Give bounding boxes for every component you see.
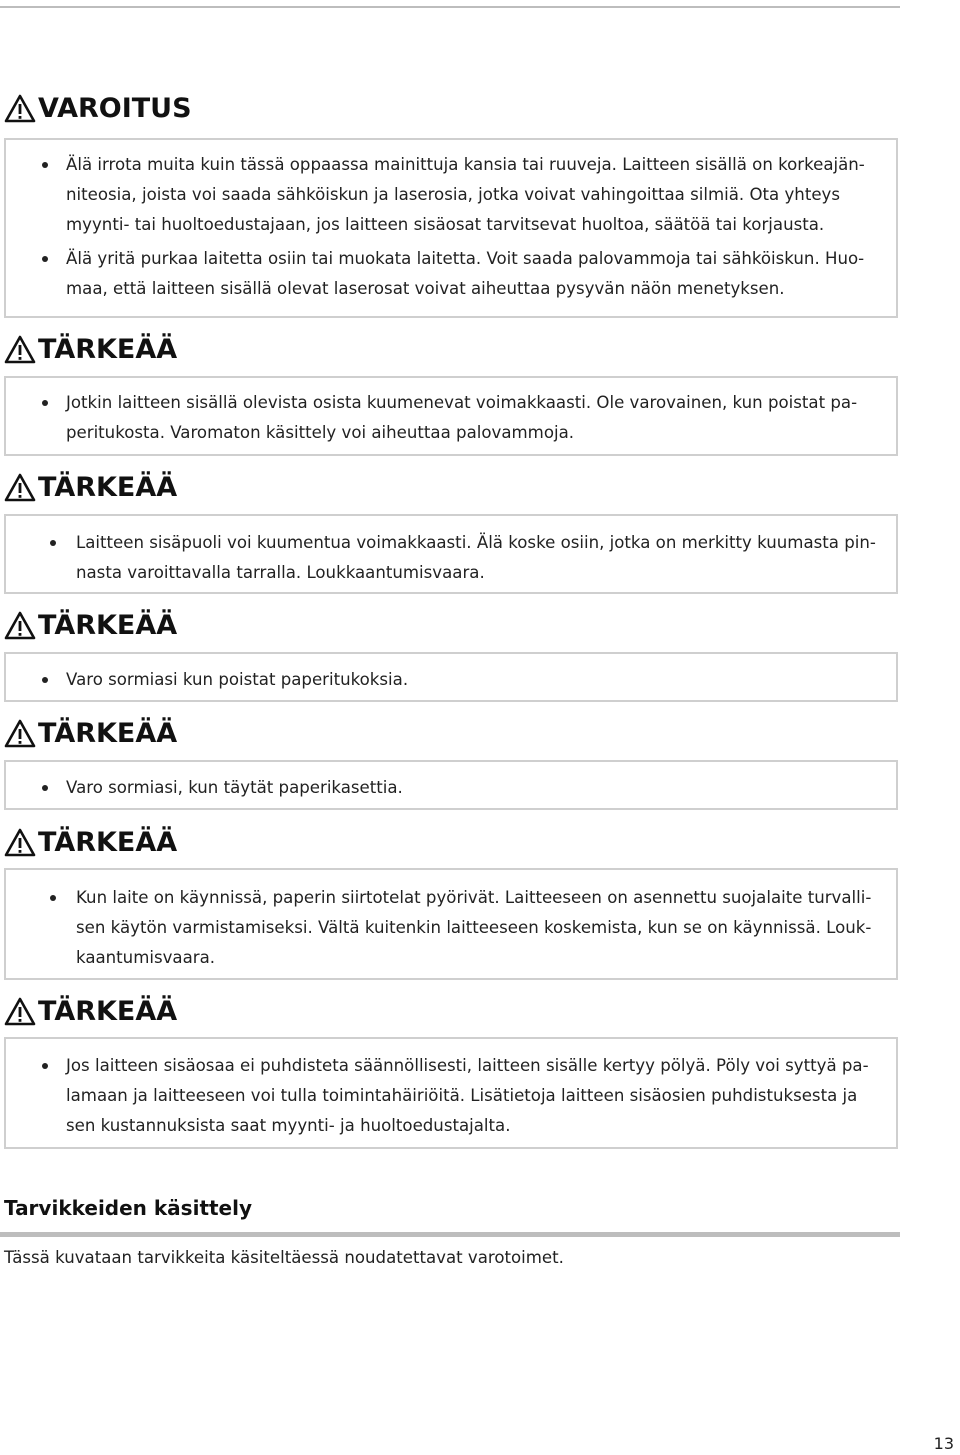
list-item: Älä irrota muita kuin tässä oppaassa mainittuja kansia tai ruuveja. Laitteen sisällä on korkeajänniteosia, joista voi saada sähköiskun ja laserosia, jotka voivat vahingoittaa silmiä. Ota yhteys myynti- tai huoltoedustajaan, jos laitteen sisäosat tarvitsevat huoltoa, säätöä tai korjausta. bbox=[6, 150, 876, 240]
warning-heading bbox=[4, 88, 192, 128]
list-item: Kun laite on käynnissä, paperin siirtotelat pyörivät. Laitteeseen on asennettu suojalaite turvallisen käytön varmistamiseksi. Vältä kuitenkin laitteeseen koskemista, kun se on käynnissä. Loukkaantumisvaara. bbox=[6, 883, 876, 973]
bullet bbox=[42, 677, 48, 683]
bullet bbox=[42, 162, 48, 168]
section-rule bbox=[0, 1232, 900, 1237]
list-item: Jotkin laitteen sisällä olevista osista kuumenevat voimakkaasti. Ole varovainen, kun poistat paperitukosta. Varomaton käsittely voi aiheuttaa palovammoja. bbox=[6, 388, 876, 448]
page-number: 13 bbox=[933, 1434, 954, 1453]
bullet bbox=[42, 400, 48, 406]
warning-triangle-icon bbox=[4, 719, 36, 748]
list-item: Varo sormiasi, kun täytät paperikasettia. bbox=[6, 773, 876, 803]
caution-heading bbox=[4, 822, 177, 862]
warning-triangle-icon bbox=[4, 828, 36, 857]
section-title: Tarvikkeiden käsittely bbox=[4, 1196, 253, 1220]
caution-label: TÄRKEÄÄ bbox=[38, 826, 178, 858]
caution-box bbox=[4, 1037, 898, 1149]
list-item: Jos laitteen sisäosaa ei puhdisteta säännöllisesti, laitteen sisälle kertyy pölyä. Pöly voi syttyä palamaan ja laitteeseen voi tulla toimintahäiriöitä. Lisätietoja laitteen sisäosien puhdistuksesta ja sen kustannuksista saat myynti- ja huoltoedustajalta. bbox=[6, 1051, 876, 1141]
bullet bbox=[50, 540, 56, 546]
caution-box bbox=[4, 652, 898, 702]
caution-label: TÄRKEÄÄ bbox=[38, 995, 178, 1027]
bullet bbox=[42, 1063, 48, 1069]
caution-box bbox=[4, 514, 898, 594]
bullet bbox=[42, 256, 48, 262]
caution-heading bbox=[4, 713, 177, 753]
caution-label: TÄRKEÄÄ bbox=[38, 471, 178, 503]
warning-triangle-icon bbox=[4, 611, 36, 640]
caution-heading bbox=[4, 329, 177, 369]
header-rule bbox=[0, 6, 900, 8]
caution-label: TÄRKEÄÄ bbox=[38, 717, 178, 749]
warning-triangle-icon bbox=[4, 335, 36, 364]
bullet bbox=[42, 785, 48, 791]
caution-box bbox=[4, 376, 898, 456]
warning-label: VAROITUS bbox=[38, 92, 192, 124]
warning-triangle-icon bbox=[4, 473, 36, 502]
list-item: Varo sormiasi kun poistat paperitukoksia. bbox=[6, 665, 876, 695]
list-item: Laitteen sisäpuoli voi kuumentua voimakkaasti. Älä koske osiin, jotka on merkitty kuumasta pinnasta varoittavalla tarralla. Loukkaantumisvaara. bbox=[6, 528, 876, 588]
warning-box bbox=[4, 138, 898, 318]
caution-heading bbox=[4, 467, 177, 507]
caution-heading bbox=[4, 605, 177, 645]
caution-heading bbox=[4, 991, 177, 1031]
caution-box bbox=[4, 868, 898, 980]
bullet bbox=[50, 895, 56, 901]
caution-label: TÄRKEÄÄ bbox=[38, 609, 178, 641]
section-intro: Tässä kuvataan tarvikkeita käsiteltäessä noudatettavat varotoimet. bbox=[4, 1248, 564, 1267]
list-item: Älä yritä purkaa laitetta osiin tai muokata laitetta. Voit saada palovammoja tai sähköiskun. Huomaa, että laitteen sisällä olevat laserosat voivat aiheuttaa pysyvän näön menetyksen. bbox=[6, 244, 876, 304]
caution-label: TÄRKEÄÄ bbox=[38, 333, 178, 365]
caution-box bbox=[4, 760, 898, 810]
warning-triangle-icon bbox=[4, 94, 36, 123]
warning-triangle-icon bbox=[4, 997, 36, 1026]
